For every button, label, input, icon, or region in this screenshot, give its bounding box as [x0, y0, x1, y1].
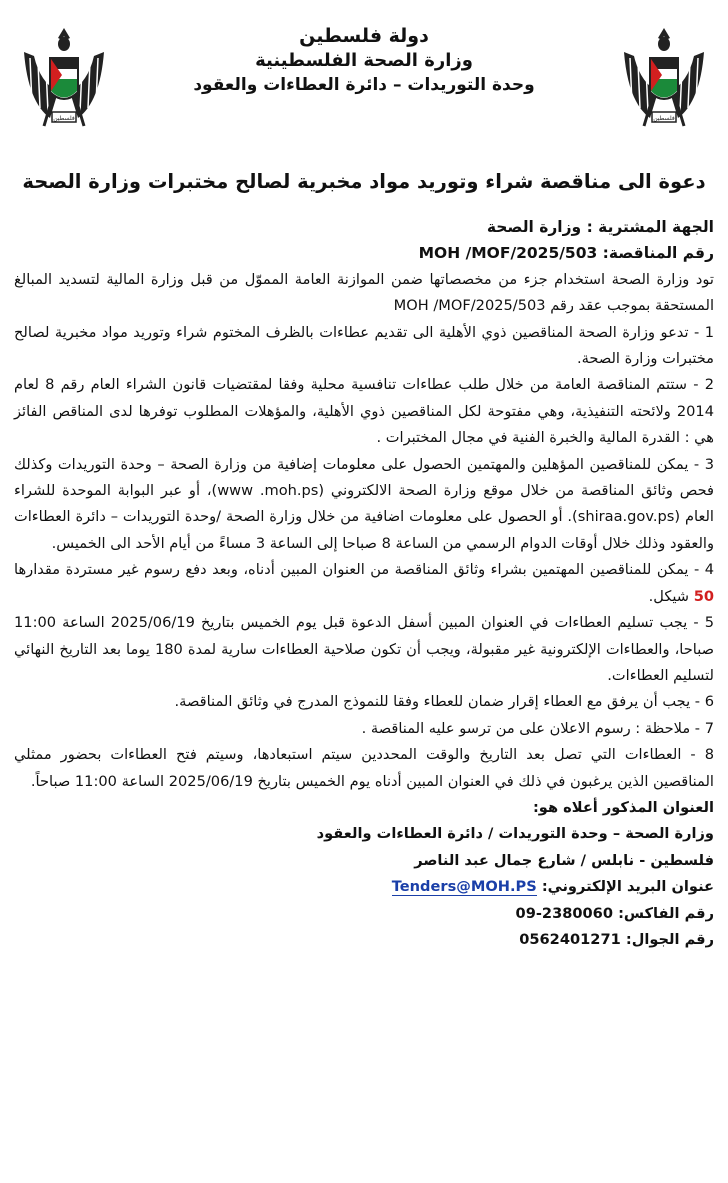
mobile-number: 0562401271: [519, 930, 621, 948]
palestine-eagle-emblem-left: [20, 22, 108, 142]
tender-number-value: MOH /MOF/2025/503: [418, 244, 598, 263]
fax-line: [14, 901, 714, 927]
intro-paragraph: [14, 267, 714, 320]
tender-number-label: رقم المناقصة:: [602, 244, 714, 263]
item-8: 8 - العطاءات التي تصل بعد التاريخ والوقت المحددين سيتم استبعادها، وسيتم فتح العطاءات بحضور ممثلي المناقصين الذين يرغبون في ذلك في العنوان المبين أدناه يوم الخميس بتاريخ 2025/06/19 الساعة 11:00 صباحاً.: [14, 746, 714, 790]
email-label: عنوان البريد الإلكتروني:: [541, 878, 714, 896]
item-3: 3 - يمكن للمناقصين المؤهلين والمهتمين الحصول على معلومات إضافية من وزارة الصحة – وحدة التوريدات وكذلك فحص وثائق المناقصة من خلال موقع وزارة الصحة الالكتروني (www .moh.ps)، أو عبر البوابة الموحدة للشراء العام (shiraa.gov.ps). أو الحصول على معلومات اضافية من خلال وزارة الصحة /وحدة التوريدات – دائرة العطاءات والعقود وذلك خلال أوقات الدوام الرسمي من الساعة 8 صباحا إلى الساعة 3 مساءً من أيام الأحد الى الخميس.: [14, 455, 714, 552]
item-6: 6 - يجب أن يرفق مع العطاء إقرار ضمان للعطاء وفقا للنموذج المدرج في وثائق المناقصة.: [174, 693, 714, 711]
address-heading: العنوان المذكور أعلاه هو:: [532, 798, 714, 816]
department-name: وحدة التوريدات – دائرة العطاءات والعقود: [193, 75, 535, 95]
email-link[interactable]: Tenders@MOH.PS: [391, 878, 537, 896]
item-5: 5 - يجب تسليم العطاءات في العنوان المبين أسفل الدعوة قبل يوم الخميس بتاريخ 2025/06/19 الساعة 11:00 صباحا، والعطاءات الإلكترونية غير مقبولة، ويجب أن تكون صلاحية العطاءات سارية لمدة 180 يوما بعد التاريخ النهائي لتسليم العطاءات.: [14, 614, 714, 684]
fax-number: 09-2380060: [515, 904, 613, 922]
item-4: [14, 557, 714, 610]
item-7: 7 - ملاحظة : رسوم الاعلان على من ترسو عليه المناقصة .: [361, 719, 714, 737]
buyer-line: الجهة المشترية : وزارة الصحة: [486, 218, 714, 236]
address-line-1: وزارة الصحة – وحدة التوريدات / دائرة العطاءات والعقود: [316, 825, 714, 843]
item-4-text: 4 - يمكن للمناقصين المهتمين بشراء وثائق المناقصة من العنوان المبين أدناه، وبعد دفع رسوم غير مستردة مقدارها: [14, 561, 714, 579]
palestine-eagle-emblem-right: [620, 22, 708, 142]
mobile-line: [14, 927, 714, 953]
fee-amount: 50: [693, 587, 714, 605]
email-line: [14, 874, 714, 900]
item-2: 2 - ستتم المناقصة العامة من خلال طلب عطاءات تنافسية محلية وفقا لمقتضيات قانون الشراء العام رقم 8 لعام 2014 ولائحته التنفيذية، وهي مفتوحة لكل المناقصين ذوي الأهلية، والمؤهلات المطلوب توفرها لدى المناقص الفائز هي : القدرة المالية والخبرة الفنية في مجال المختبرات .: [14, 376, 714, 447]
item-4-currency: شيكل.: [648, 587, 690, 605]
tender-number-line: [14, 240, 714, 266]
letterhead: [150, 24, 578, 98]
emblem-caption-left: فلسطين: [53, 115, 75, 122]
state-name: دولة فلسطين: [299, 25, 429, 47]
intro-contract-number: MOH /MOF/2025/503: [393, 297, 546, 315]
announcement-title: دعوة الى مناقصة شراء وتوريد مواد مخبرية لصالح مختبرات وزارة الصحة: [22, 170, 706, 193]
emblem-caption-right: فلسطين: [653, 115, 675, 122]
ministry-name: وزارة الصحة الفلسطينية: [255, 50, 473, 71]
mobile-label: رقم الجوال:: [625, 930, 714, 948]
intro-text: تود وزارة الصحة استخدام جزء من مخصصاتها ضمن الموازنة العامة المموّل من قبل وزارة المالية لتسديد المبالغ المستحقة بموجب عقد رقم: [14, 270, 714, 315]
address-line-2: فلسطين - نابلس / شارع جمال عبد الناصر: [414, 851, 714, 869]
announcement-body: [14, 214, 714, 953]
item-1: 1 - تدعو وزارة الصحة المناقصين ذوي الأهلية الى تقديم عطاءات بالظرف المختوم شراء وتوريد مواد مخبرية لصالح مختبرات وزارة الصحة.: [14, 323, 714, 368]
fax-label: رقم الفاكس:: [618, 904, 714, 922]
